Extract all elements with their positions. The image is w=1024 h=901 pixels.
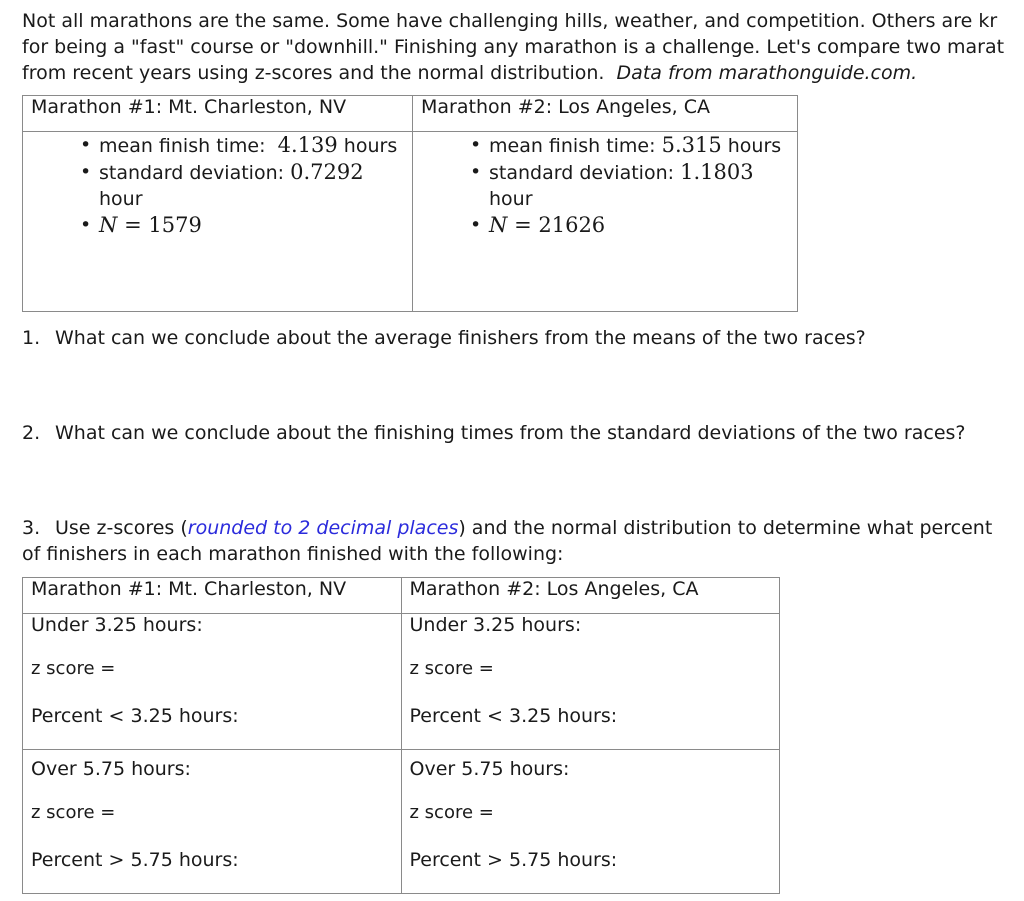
marathon-2-under-percent: Percent < 3.25 hours: bbox=[409, 705, 618, 727]
intro-line-3: from recent years using z-scores and the normal distribution. bbox=[22, 62, 605, 84]
question-1 bbox=[22, 325, 1024, 351]
question-3: 3. Use z-scores (rounded to 2 decimal places) and the normal distribution to determine what percent of finishers in each marathon finished with the following: bbox=[22, 517, 993, 565]
marathon-1-over-percent: Percent > 5.75 hours: bbox=[31, 849, 239, 871]
question-3-number: 3. bbox=[22, 517, 41, 539]
marathon-1-under-label: Under 3.25 hours: bbox=[31, 614, 203, 636]
z-score-worksheet-table bbox=[22, 577, 780, 894]
worksheet-marathon-2-header: Marathon #2: Los Angeles, CA bbox=[401, 578, 780, 614]
marathon-1-stats bbox=[23, 132, 413, 312]
question-2 bbox=[22, 420, 1024, 446]
worksheet-header-row bbox=[23, 578, 780, 614]
question-2-text: What can we conclude about the finishing times from the standard deviations of the two races? bbox=[55, 422, 966, 444]
intro-line-2: for being a "fast" course or "downhill." Finishing any marathon is a challenge. Let's compare two marat bbox=[22, 36, 1005, 58]
over-575-row bbox=[23, 750, 780, 894]
marathon-1-header: Marathon #1: Mt. Charleston, NV bbox=[23, 96, 413, 132]
marathon-2-sd-value: 1.1803 bbox=[680, 160, 754, 184]
stats-row bbox=[23, 132, 798, 312]
marathon-2-n-value: 21626 bbox=[538, 213, 606, 237]
marathon-1-stat-list bbox=[31, 132, 404, 239]
marathon-2-under-cell bbox=[401, 614, 780, 750]
marathon-1-mean: • mean finish time: 4.139 hours bbox=[80, 133, 398, 157]
marathon-2-n: • N = 21626 bbox=[470, 213, 606, 237]
question-3-continuation: of finishers in each marathon finished with the following: bbox=[22, 543, 564, 565]
marathon-1-n: • N = 1579 bbox=[80, 213, 202, 237]
marathon-2-over-percent: Percent > 5.75 hours: bbox=[409, 849, 618, 871]
stats-header-row bbox=[23, 96, 798, 132]
marathon-1-under-zscore: z score = bbox=[31, 658, 116, 679]
marathon-stats-table bbox=[22, 95, 798, 312]
intro-paragraph bbox=[22, 8, 1024, 86]
under-325-row bbox=[23, 614, 780, 750]
data-source: Data from marathonguide.com. bbox=[616, 62, 918, 84]
marathon-2-mean-value: 5.315 bbox=[661, 133, 722, 157]
marathon-2-stat-list bbox=[421, 132, 789, 239]
question-1-text: What can we conclude about the average finishers from the means of the two races? bbox=[55, 327, 866, 349]
marathon-1-over-zscore: z score = bbox=[31, 802, 116, 823]
intro-line-1: Not all marathons are the same. Some have challenging hills, weather, and competition. Others are kr bbox=[22, 10, 998, 32]
marathon-1-under-cell bbox=[23, 614, 402, 750]
marathon-1-sd-value: 0.7292 bbox=[290, 160, 364, 184]
marathon-2-over-label: Over 5.75 hours: bbox=[409, 758, 570, 780]
marathon-1-over-label: Over 5.75 hours: bbox=[31, 758, 191, 780]
question-1-number: 1. bbox=[22, 327, 41, 349]
marathon-2-over-zscore: z score = bbox=[409, 802, 494, 823]
marathon-1-mean-value: 4.139 bbox=[277, 133, 338, 157]
marathon-2-under-zscore: z score = bbox=[409, 658, 494, 679]
marathon-2-header: Marathon #2: Los Angeles, CA bbox=[413, 96, 798, 132]
marathon-1-sd: • standard deviation: 0.7292 hour bbox=[80, 160, 364, 210]
marathon-2-stats bbox=[413, 132, 798, 312]
marathon-1-under-percent: Percent < 3.25 hours: bbox=[31, 705, 239, 727]
worksheet-page bbox=[22, 8, 1024, 894]
marathon-2-over-cell bbox=[401, 750, 780, 894]
question-2-number: 2. bbox=[22, 422, 41, 444]
worksheet-marathon-1-header: Marathon #1: Mt. Charleston, NV bbox=[23, 578, 402, 614]
marathon-1-n-value: 1579 bbox=[148, 213, 202, 237]
rounding-hint: rounded to 2 decimal places bbox=[187, 517, 459, 539]
marathon-1-over-cell bbox=[23, 750, 402, 894]
marathon-2-under-label: Under 3.25 hours: bbox=[409, 614, 582, 636]
marathon-2-mean: • mean finish time: 5.315 hours bbox=[470, 133, 782, 157]
marathon-2-sd: • standard deviation: 1.1803 hour bbox=[470, 160, 754, 210]
